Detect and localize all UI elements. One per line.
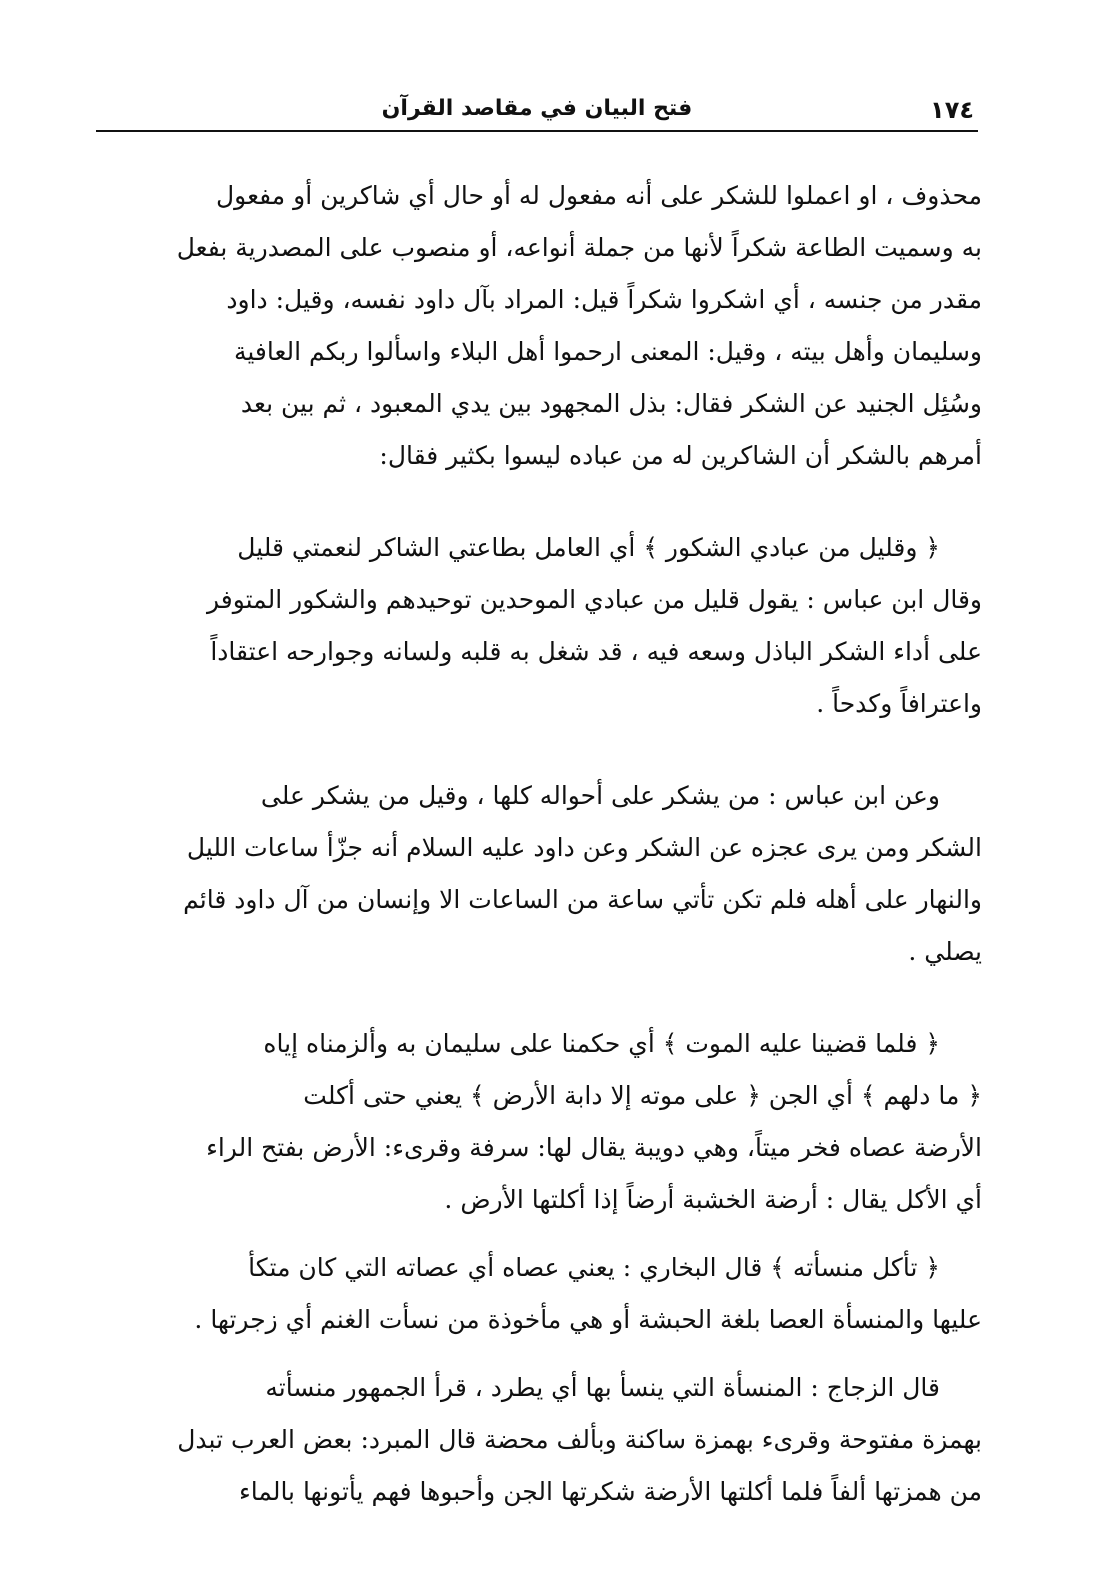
text-line: الأرضة عصاه فخر ميتاً، وهي دويبة يقال لها: سرفة وقرىء: الأرض بفتح الراء [206,1133,982,1162]
text-line: يصلي . [908,937,982,966]
text-line: أي الأكل يقال : أرضة الخشبة أرضاً إذا أكلتها الأرض . [444,1185,982,1214]
text-line: والنهار على أهله فلم تكن تأتي ساعة من الساعات الا وإنسان من آل داود قائم [183,885,982,914]
text-line: ﴿ ما دلهم ﴾ أي الجن ﴿ على موته إلا دابة الأرض ﴾ يعني حتى أكلت [303,1081,982,1110]
text-line: عليها والمنسأة العصا بلغة الحبشة أو هي مأخوذة من نسأت الغنم أي زجرتها . [194,1305,982,1334]
text-line: ﴿ تأكل منسأته ﴾ قال البخاري : يعني عصاه أي عصاته التي كان متكأ [248,1253,940,1282]
running-title: فتح البيان في مقاصد القرآن [381,96,693,121]
text-line: من همزتها ألفاً فلما أكلتها الأرضة شكرتها الجن وأحبوها فهم يأتونها بالماء [239,1477,982,1506]
paragraph-3 [96,770,982,978]
text-line: به وسميت الطاعة شكراً لأنها من جملة أنواعه، أو منصوب على المصدرية بفعل [176,233,982,262]
text-line: بهمزة مفتوحة وقرىء بهمزة ساكنة وبألف محضة قال المبرد: بعض العرب تبدل [177,1425,982,1454]
paragraph-1 [96,170,982,482]
text-line: واعترافاً وكدحاً . [816,689,982,718]
text-line: محذوف ، او اعملوا للشكر على أنه مفعول له أو حال أي شاكرين أو مفعول [216,181,982,210]
text-line: ﴿ وقليل من عبادي الشكور ﴾ أي العامل بطاعتي الشاكر لنعمتي قليل [237,533,940,562]
paragraph-5 [96,1242,982,1346]
text-line: وعن ابن عباس : من يشكر على أحواله كلها ، وقيل من يشكر على [260,781,940,810]
text-line: وسُئِل الجنيد عن الشكر فقال: بذل المجهود بين يدي المعبود ، ثم بين بعد [240,389,982,418]
text-line: ﴿ فلما قضينا عليه الموت ﴾ أي حكمنا على سليمان به وألزمناه إياه [263,1029,940,1058]
paragraph-2 [96,522,982,730]
text-line: على أداء الشكر الباذل وسعه فيه ، قد شغل به قلبه ولسانه وجوارحه اعتقاداً [210,637,982,666]
text-line: وسليمان وأهل بيته ، وقيل: المعنى ارحموا أهل البلاء واسألوا ربكم العافية [233,337,982,366]
text-line: وقال ابن عباس : يقول قليل من عبادي الموحدين توحيدهم والشكور المتوفر [206,585,982,614]
text-line: قال الزجاج : المنسأة التي ينسأ بها أي يطرد ، قرأ الجمهور منسأته [265,1373,940,1402]
body-text [96,170,982,1558]
text-line: مقدر من جنسه ، أي اشكروا شكراً قيل: المراد بآل داود نفسه، وقيل: داود [226,285,982,314]
text-line: الشكر ومن يرى عجزه عن الشكر وعن داود عليه السلام أنه جزّأ ساعات الليل [186,833,982,862]
text-line: أمرهم بالشكر أن الشاكرين له من عباده ليسوا بكثير فقال: [379,441,982,470]
paragraph-4 [96,1018,982,1226]
paragraph-6 [96,1362,982,1518]
page-header [96,92,978,132]
page-number: ١٧٤ [930,96,974,124]
